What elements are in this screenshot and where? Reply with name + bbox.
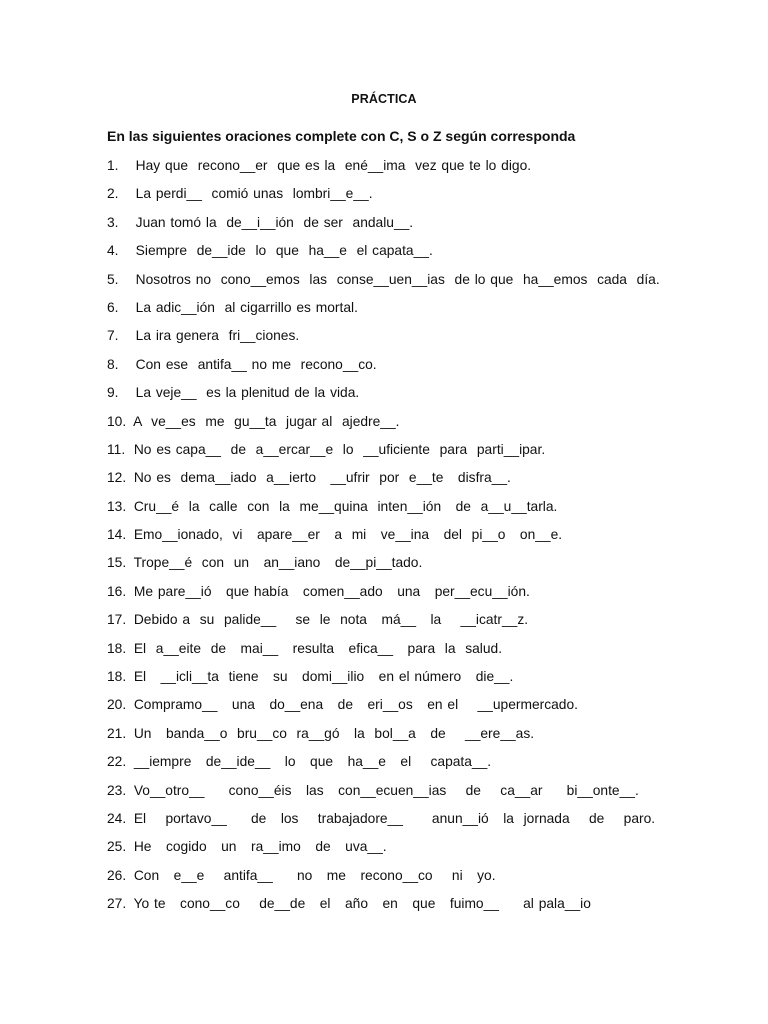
exercise-item (107, 270, 660, 298)
exercise-sentence: La adic__ión al cigarrillo es mortal. (135, 299, 358, 315)
exercise-sentence: Siempre de__ide lo que ha__e el capata__. (135, 243, 433, 259)
exercise-number: 20. (107, 697, 127, 713)
exercise-number: 18. (107, 640, 127, 656)
exercise-number: 4. (107, 243, 119, 259)
exercise-item (107, 468, 660, 496)
exercise-item (107, 695, 660, 723)
exercise-number: 22. (107, 754, 127, 770)
exercise-item (107, 667, 660, 695)
exercise-number: 5. (107, 271, 119, 287)
exercise-sentence: Con ese antifa__ no me recono__co. (135, 356, 377, 372)
exercise-sentence: __iempre de__ide__ lo que ha__e el capata__. (133, 754, 492, 770)
exercise-number: 3. (107, 214, 119, 230)
exercise-sentence: El __icli__ta tiene su domi__ilio en el número die__. (133, 669, 514, 685)
exercise-number: 12. (107, 470, 127, 486)
exercise-item (107, 497, 660, 525)
exercise-sentence: A ve__es me gu__ta jugar al ajedre__. (133, 413, 400, 429)
exercise-item (107, 298, 660, 326)
exercise-item (107, 525, 660, 553)
exercise-number: 27. (107, 896, 127, 912)
exercise-number: 2. (107, 186, 119, 202)
exercise-item (107, 894, 660, 922)
exercise-sentence: He cogido un ra__imo de uva__. (133, 839, 387, 855)
exercise-number: 21. (107, 725, 127, 741)
exercise-sentence: Me pare__ió que había comen__ado una per__ecu__ión. (133, 583, 530, 599)
exercise-number: 26. (107, 867, 127, 883)
exercise-sentence: Hay que recono__er que es la ené__ima vez que te lo digo. (135, 158, 532, 173)
exercise-sentence: Yo te cono__co de__de el año en que fuimo__ al pala__io (133, 896, 591, 912)
exercise-number: 6. (107, 299, 119, 315)
exercise-item (107, 837, 660, 865)
exercise-number: 14. (107, 527, 127, 543)
exercise-sentence: Emo__ionado, vi apare__er a mi ve__ina del pi__o on__e. (133, 527, 563, 543)
exercise-item (107, 553, 660, 581)
exercise-sentence: Debido a su palide__ se le nota má__ la __icatr__z. (133, 612, 529, 628)
exercise-sentence: El portavo__ de los trabajadore__ anun__ió la jornada de paro. (133, 810, 656, 826)
exercise-sentence: Trope__é con un an__iano de__pi__tado. (133, 555, 423, 571)
exercise-number: 8. (107, 356, 119, 372)
exercise-item (107, 866, 660, 894)
exercise-number: 9. (107, 385, 119, 401)
exercise-number: 17. (107, 612, 127, 628)
exercise-item (107, 355, 660, 383)
exercise-item (107, 383, 660, 411)
exercise-number: 11. (107, 441, 126, 457)
exercise-number: 25. (107, 839, 127, 855)
exercise-item (107, 213, 660, 241)
exercise-number: 16. (107, 583, 127, 599)
exercise-sentence: No es dema__iado a__ierto __ufrir por e__te disfra__. (133, 470, 511, 486)
exercise-item (107, 241, 660, 269)
exercise-number: 23. (107, 782, 127, 798)
exercise-sentence: Un banda__o bru__co ra__gó la bol__a de __ere__as. (133, 725, 535, 741)
exercise-number: 13. (107, 498, 127, 514)
exercise-sentence: La perdi__ comió unas lombri__e__. (135, 186, 373, 202)
exercise-sentence: Compramo__ una do__ena de eri__os en el __upermercado. (133, 697, 578, 713)
exercise-item (107, 752, 660, 780)
exercise-item (107, 326, 660, 354)
exercise-sentence: La veje__ es la plenitud de la vida. (135, 385, 360, 401)
exercise-sentence: Vo__otro__ cono__éis las con__ecuen__ias de ca__ar bi__onte__. (133, 782, 639, 798)
exercise-sentence: Nosotros no cono__emos las conse__uen__ias de lo que ha__emos cada día. (135, 271, 660, 287)
exercise-item (107, 610, 660, 638)
exercise-number: 15. (107, 555, 127, 571)
exercise-item (107, 440, 660, 468)
exercise-sentence: No es capa__ de a__ercar__e lo __uficiente para parti__ipar. (133, 441, 546, 457)
exercise-number: 24. (107, 810, 127, 826)
exercise-number: 10. (107, 413, 127, 429)
exercise-number: 1. (107, 158, 119, 173)
exercise-number: 18. (107, 669, 127, 685)
exercise-sentence: Juan tomó la de__i__ión de ser andalu__. (135, 214, 414, 230)
exercise-number: 7. (107, 328, 119, 344)
exercise-item (107, 582, 660, 610)
instructions-heading: En las siguientes oraciones complete con C, S o Z según corresponda (107, 128, 576, 144)
exercise-item (107, 184, 660, 212)
exercise-item (107, 412, 660, 440)
exercise-sentence: La ira genera fri__ciones. (135, 328, 300, 344)
exercise-sentence: Con e__e antifa__ no me recono__co ni yo. (133, 867, 496, 883)
exercise-item (107, 639, 660, 667)
exercise-sentence: El a__eite de mai__ resulta efica__ para la salud. (133, 640, 503, 656)
exercise-sentence: Cru__é la calle con la me__quina inten__ión de a__u__tarla. (133, 498, 558, 514)
exercise-item (107, 809, 660, 837)
exercise-list (107, 156, 660, 923)
exercise-item (107, 781, 660, 809)
exercise-item (107, 156, 660, 184)
exercise-item (107, 724, 660, 752)
page-title: PRÁCTICA (351, 92, 417, 106)
